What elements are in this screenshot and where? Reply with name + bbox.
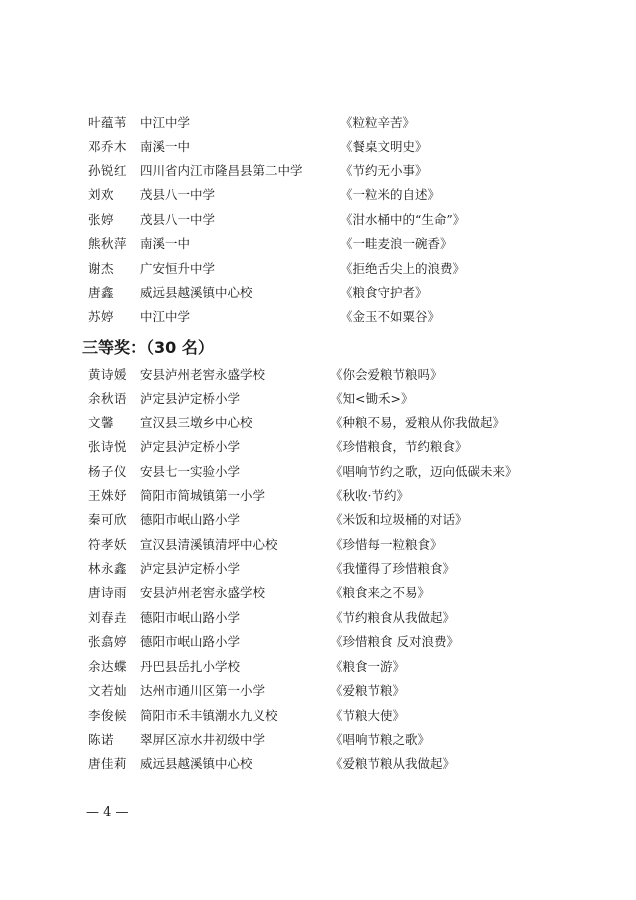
school-name: 威远县越溪镇中心校	[140, 285, 253, 300]
award-row	[0, 558, 636, 580]
award-row	[0, 656, 636, 678]
school-name: 简阳市简城镇第一小学	[140, 488, 266, 503]
student-name: 符孝妖	[88, 537, 128, 552]
school-name: 泸定县泸定桥小学	[140, 391, 241, 406]
award-row	[0, 485, 636, 507]
student-name: 唐鑫	[88, 285, 115, 300]
work-title: 《拒绝舌尖上的浪费》	[340, 261, 466, 276]
student-name: 余达蝶	[88, 659, 128, 674]
award-row	[0, 112, 636, 134]
award-row	[0, 388, 636, 410]
work-title: 《一畦麦浪一碗香》	[340, 236, 453, 251]
student-name: 文若灿	[88, 683, 128, 698]
school-name: 广安恒升中学	[140, 261, 216, 276]
award-row	[0, 680, 636, 702]
student-name: 张婷	[88, 212, 115, 227]
work-title: 《爱粮节粮从我做起》	[330, 756, 456, 771]
school-name: 威远县越溪镇中心校	[140, 756, 253, 771]
award-row	[0, 461, 636, 483]
student-name: 谢杰	[88, 261, 115, 276]
work-title: 《节约粮食从我做起》	[330, 610, 456, 625]
work-title: 《知<锄禾>》	[330, 391, 414, 406]
student-name: 孙锐红	[88, 163, 128, 178]
work-title: 《珍惜粮食，节约粮食》	[330, 439, 468, 454]
work-title: 《粮食一游》	[330, 659, 406, 674]
student-name: 叶蕴苇	[88, 115, 128, 130]
award-row	[0, 364, 636, 386]
award-row	[0, 258, 636, 280]
school-name: 中江中学	[140, 309, 191, 324]
work-title: 《粮食守护者》	[340, 285, 428, 300]
page-number: — 4 —	[86, 805, 129, 820]
award-row	[0, 306, 636, 328]
student-name: 刘春垚	[88, 610, 128, 625]
school-name: 丹巴县岳扎小学校	[140, 659, 241, 674]
student-name: 陈诺	[88, 732, 115, 747]
work-title: 《唱响节粮之歌》	[330, 732, 431, 747]
student-name: 唐诗雨	[88, 585, 128, 600]
school-name: 南溪一中	[140, 139, 191, 154]
student-name: 文馨	[88, 415, 115, 430]
work-title: 《节粮大使》	[330, 708, 406, 723]
school-name: 宣汉县三墩乡中心校	[140, 415, 253, 430]
school-name: 德阳市岷山路小学	[140, 634, 241, 649]
student-name: 余秋语	[88, 391, 128, 406]
work-title: 《种粮不易，爱粮从你我做起》	[330, 415, 506, 430]
school-name: 泸定县泸定桥小学	[140, 439, 241, 454]
award-row	[0, 412, 636, 434]
award-row	[0, 282, 636, 304]
award-row	[0, 753, 636, 775]
work-title: 《唱响节约之歌，迈向低碳未来》	[330, 464, 518, 479]
award-row	[0, 705, 636, 727]
work-title: 《爱粮节粮》	[330, 683, 406, 698]
work-title: 《秋收·节约》	[330, 488, 409, 503]
student-name: 秦可欣	[88, 512, 128, 527]
school-name: 安县七一实验小学	[140, 464, 241, 479]
school-name: 南溪一中	[140, 236, 191, 251]
student-name: 唐佳莉	[88, 756, 128, 771]
work-title: 《金玉不如粟谷》	[340, 309, 441, 324]
section-title-third-prize: 三等奖：（30 名）	[82, 338, 214, 357]
school-name: 宣汉县清溪镇清坪中心校	[140, 537, 278, 552]
work-title: 《珍惜每一粒粮食》	[330, 537, 443, 552]
student-name: 李俊候	[88, 708, 128, 723]
work-title: 《珍惜粮食 反对浪费》	[330, 634, 459, 649]
student-name: 杨子仪	[88, 464, 128, 479]
school-name: 安县泸州老窖永盛学校	[140, 585, 266, 600]
work-title: 《一粒米的自述》	[340, 187, 441, 202]
award-row	[0, 631, 636, 653]
student-name: 黄诗媛	[88, 367, 128, 382]
work-title: 《你会爱粮节粮吗》	[330, 367, 443, 382]
student-name: 张诗悦	[88, 439, 128, 454]
school-name: 中江中学	[140, 115, 191, 130]
award-row	[0, 509, 636, 531]
student-name: 张翕婷	[88, 634, 128, 649]
award-row	[0, 436, 636, 458]
award-row	[0, 184, 636, 206]
work-title: 《粮食来之不易》	[330, 585, 431, 600]
student-name: 邓乔木	[88, 139, 128, 154]
school-name: 达州市通川区第一小学	[140, 683, 266, 698]
school-name: 安县泸州老窖永盛学校	[140, 367, 266, 382]
award-row	[0, 160, 636, 182]
student-name: 刘欢	[88, 187, 115, 202]
work-title: 《粒粒辛苦》	[340, 115, 416, 130]
school-name: 德阳市岷山路小学	[140, 512, 241, 527]
award-row	[0, 209, 636, 231]
work-title: 《泔水桶中的“生命”》	[340, 212, 466, 227]
school-name: 四川省内江市隆昌县第二中学	[140, 163, 303, 178]
student-name: 熊秋萍	[88, 236, 128, 251]
student-name: 林永鑫	[88, 561, 128, 576]
school-name: 茂县八一中学	[140, 212, 216, 227]
school-name: 茂县八一中学	[140, 187, 216, 202]
school-name: 泸定县泸定桥小学	[140, 561, 241, 576]
student-name: 苏婷	[88, 309, 115, 324]
work-title: 《米饭和垃圾桶的对话》	[330, 512, 468, 527]
school-name: 德阳市岷山路小学	[140, 610, 241, 625]
award-row	[0, 607, 636, 629]
school-name: 翠屏区凉水井初级中学	[140, 732, 266, 747]
work-title: 《我懂得了珍惜粮食》	[330, 561, 456, 576]
award-row	[0, 136, 636, 158]
school-name: 简阳市禾丰镇潮水九义校	[140, 708, 278, 723]
work-title: 《餐桌文明史》	[340, 139, 428, 154]
award-row	[0, 582, 636, 604]
award-row	[0, 729, 636, 751]
award-row	[0, 233, 636, 255]
award-row	[0, 534, 636, 556]
student-name: 王姝妤	[88, 488, 128, 503]
work-title: 《节约无小事》	[340, 163, 428, 178]
